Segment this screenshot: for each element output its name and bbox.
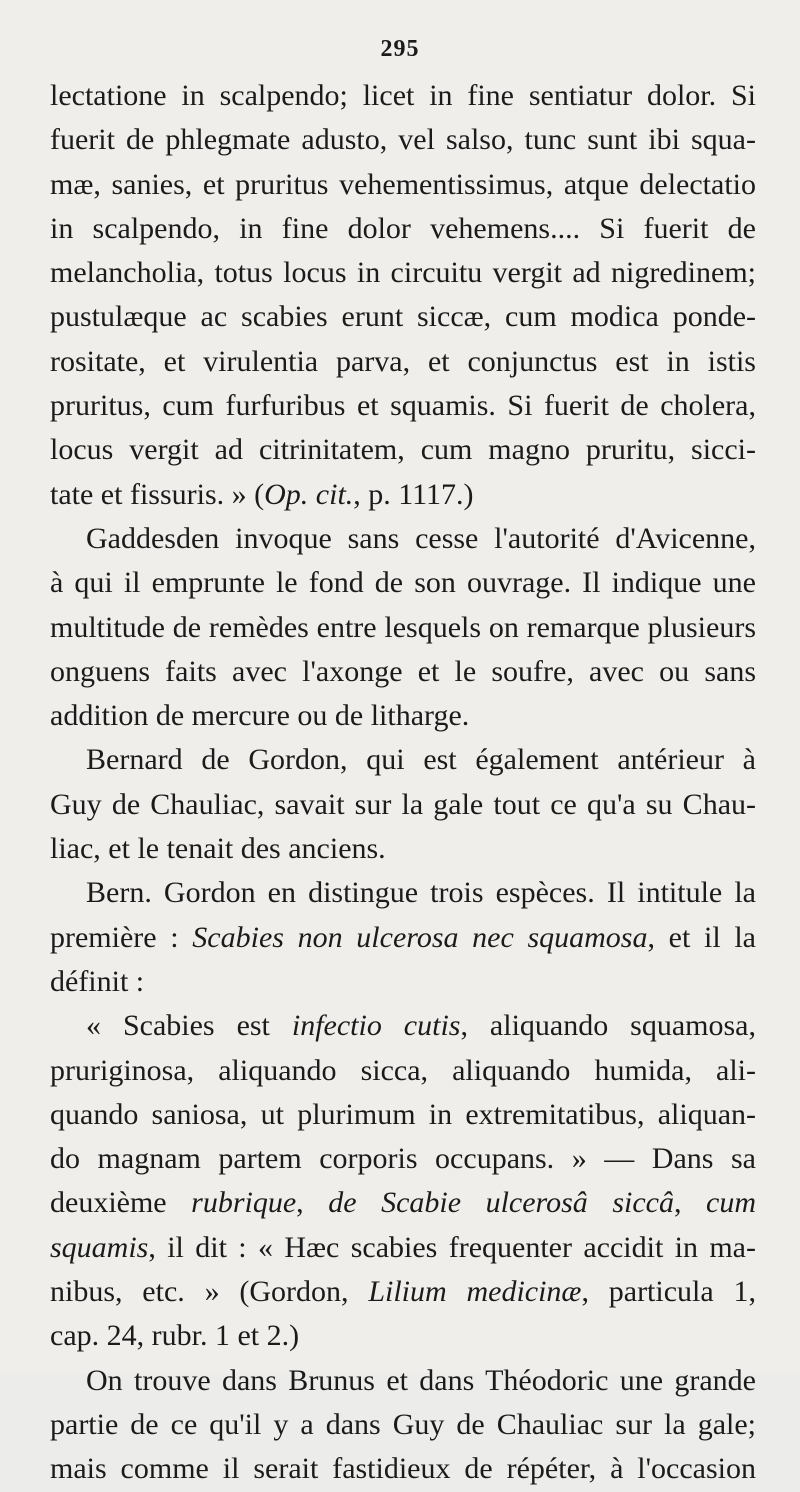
text-segment: addition de mercure ou de litharge. — [50, 699, 470, 733]
body-text — [50, 74, 756, 1492]
text-line — [50, 207, 756, 251]
text-line — [50, 561, 756, 605]
text-segment: rositate, et virulentia parva, et conjunctus est in istis — [50, 344, 756, 378]
text-segment: multitude de remèdes entre lesquels on remarque plusieurs — [50, 610, 756, 644]
text-line — [50, 295, 756, 339]
text-line — [50, 1004, 756, 1048]
italic-text-segment: rubrique — [191, 1186, 297, 1220]
text-segment: fuerit de phlegmate adusto, vel salso, tunc sunt ibi squa- — [50, 123, 756, 157]
text-segment: « Scabies est — [86, 1009, 292, 1043]
text-segment: première : — [50, 920, 193, 954]
text-line — [50, 650, 756, 694]
text-segment: Gaddesden invoque sans cesse l'autorité d'Avicenne, — [86, 521, 756, 555]
text-line — [50, 1359, 756, 1403]
text-segment: tate et fissuris. » ( — [50, 477, 265, 511]
text-segment: , — [296, 1186, 329, 1220]
text-segment: melancholia, totus locus in circuitu vergit ad nigredinem; — [50, 256, 756, 290]
text-line — [50, 960, 756, 1004]
text-segment: Guy de Chauliac, savait sur la gale tout ce qu'a su Chau- — [50, 787, 756, 821]
text-line — [50, 783, 756, 827]
italic-text-segment: infectio cutis — [291, 1009, 461, 1043]
text-segment: cap. 24, rubr. 1 et 2.) — [50, 1319, 300, 1353]
text-segment: locus vergit ad citrinitatem, cum magno pruritu, sicci- — [50, 433, 756, 467]
text-line — [50, 1314, 756, 1358]
text-line — [50, 428, 756, 472]
text-segment: mæ, sanies, et pruritus vehementissimus, atque delectatio — [50, 167, 756, 201]
text-line — [50, 340, 756, 384]
text-segment: onguens faits avec l'axonge et le soufre, avec ou sans — [50, 654, 756, 688]
text-segment: pustulæque ac scabies erunt siccæ, cum modica ponde- — [50, 300, 756, 334]
text-line — [50, 1226, 756, 1270]
text-segment: , aliquando squamosa, — [460, 1009, 756, 1043]
text-segment: deuxième — [50, 1186, 192, 1220]
italic-text-segment: de Scabie ulcerosâ siccâ — [328, 1186, 674, 1220]
text-segment: quando saniosa, ut plurimum in extremitatibus, aliquan- — [50, 1097, 756, 1131]
text-segment: lectatione in scalpendo; licet in fine sentiatur dolor. Si — [50, 79, 756, 112]
text-segment: , il dit : « Hæc scabies frequenter accidit in ma- — [148, 1230, 756, 1264]
text-line — [50, 384, 756, 428]
text-segment: partie de ce qu'il y a dans Guy de Chauliac sur la gale; — [50, 1407, 756, 1441]
text-line — [50, 1447, 756, 1491]
text-line — [50, 1049, 756, 1093]
text-line — [50, 251, 756, 295]
text-segment: do magnam partem corporis occupans. » — Dans sa — [50, 1142, 756, 1176]
italic-text-segment: Lilium medicinæ — [368, 1275, 582, 1309]
text-segment: à qui il emprunte le fond de son ouvrage. Il indique une — [50, 566, 756, 600]
text-line — [50, 118, 756, 162]
text-line — [50, 1270, 756, 1314]
italic-text-segment: squamis — [50, 1230, 149, 1264]
text-line — [50, 473, 756, 517]
text-segment: , et il la — [647, 920, 756, 954]
text-line — [50, 163, 756, 207]
text-line — [50, 738, 756, 782]
text-line — [50, 694, 756, 738]
text-line — [50, 1403, 756, 1447]
text-segment: liac, et le tenait des anciens. — [50, 832, 386, 866]
text-line — [50, 1181, 756, 1225]
italic-text-segment: Scabies non ulcerosa nec squamosa — [192, 920, 648, 954]
text-line — [50, 827, 756, 871]
text-line — [50, 74, 756, 118]
page-number: 295 — [380, 36, 420, 62]
text-segment: , — [673, 1186, 707, 1220]
text-segment: , particula 1, — [581, 1275, 756, 1309]
italic-text-segment: Op. cit. — [264, 477, 354, 511]
text-line — [50, 517, 756, 561]
italic-text-segment: cum — [706, 1186, 757, 1220]
text-segment: pruriginosa, aliquando sicca, aliquando humida, ali- — [50, 1053, 756, 1087]
text-segment: mais comme il serait fastidieux de répéter, à l'occasion — [50, 1452, 756, 1486]
text-segment: On trouve dans Brunus et dans Théodoric une grande — [86, 1363, 756, 1397]
text-segment: définit : — [50, 964, 145, 998]
text-line — [50, 606, 756, 650]
text-line — [50, 871, 756, 915]
text-segment: Bernard de Gordon, qui est également antérieur à — [86, 743, 756, 777]
text-line — [50, 916, 756, 960]
text-segment: Bern. Gordon en distingue trois espèces. Il intitule la — [86, 876, 756, 910]
text-line — [50, 1093, 756, 1137]
text-segment: in scalpendo, in fine dolor vehemens.... Si fuerit de — [50, 211, 756, 245]
text-segment: , p. 1117.) — [353, 477, 474, 511]
text-segment: nibus, etc. » (Gordon, — [50, 1275, 369, 1309]
text-segment: pruritus, cum furfuribus et squamis. Si fuerit de cholera, — [50, 389, 756, 423]
text-line — [50, 1137, 756, 1181]
